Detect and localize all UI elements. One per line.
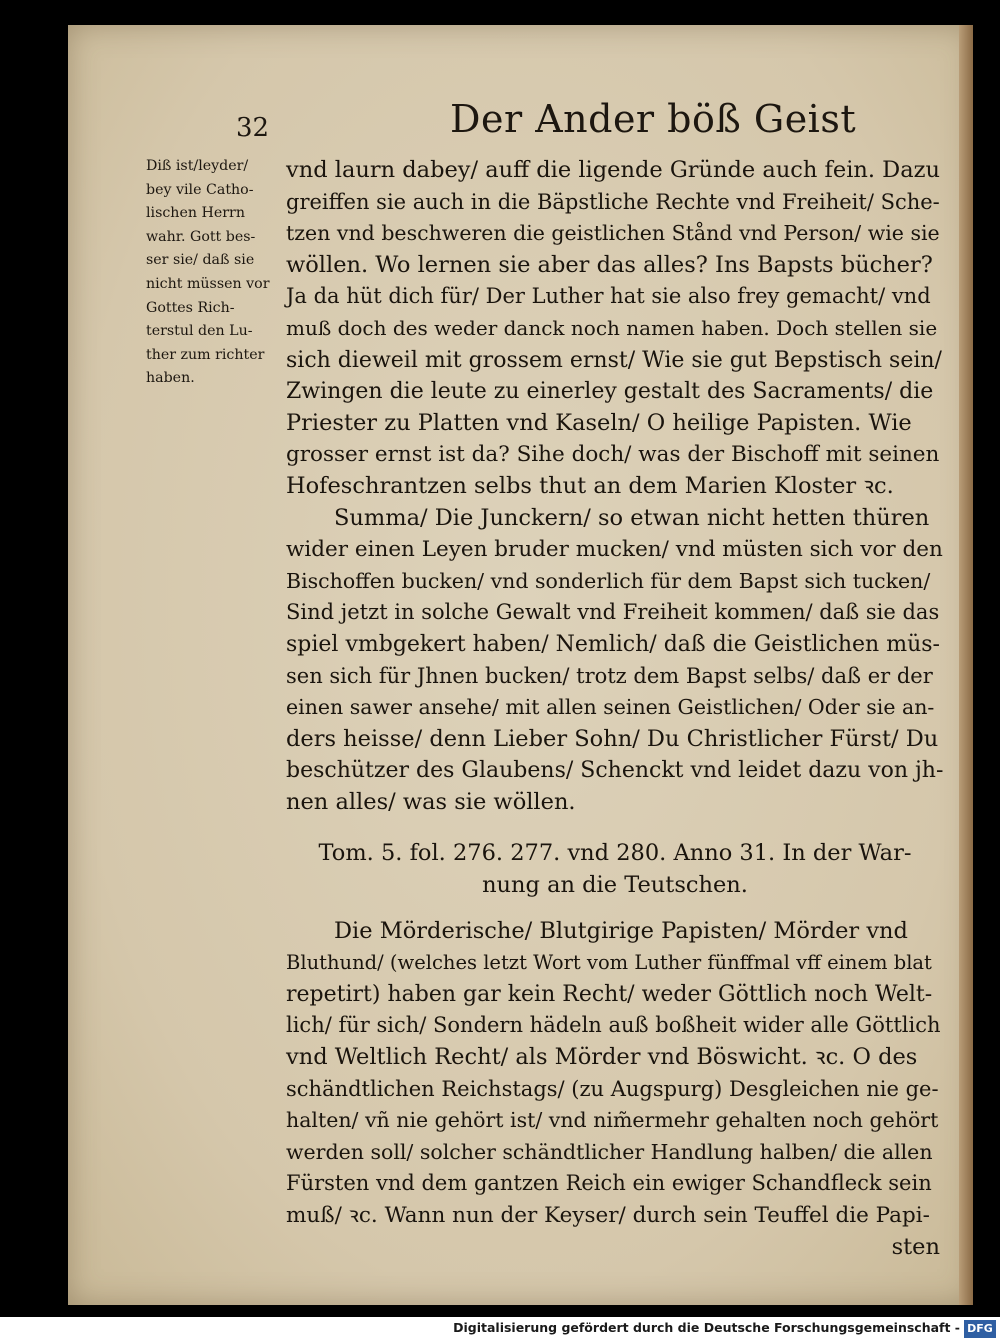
page-spine-edge <box>959 25 973 1305</box>
margin-note-line: ser sie/ daß sie <box>146 252 255 269</box>
paragraph-1 <box>286 155 944 503</box>
citation-heading: nung an die Teutschen. <box>482 872 748 899</box>
text-line: sich dieweil mit grossem ernst/ Wie sie gut Bepstisch sein/ <box>286 347 942 373</box>
paragraph-3 <box>286 916 944 1264</box>
text-line: Ja da hüt dich für/ Der Luther hat sie also frey gemacht/ vnd <box>286 284 931 309</box>
text-line: werden soll/ solcher schändtlicher Handlung halben/ die allen <box>286 1139 933 1164</box>
text-line: muß/ ꝛc. Wann nun der Keyser/ durch sein Teuffel die Papi- <box>286 1203 930 1228</box>
margin-note-line: ther zum richter <box>146 346 265 363</box>
text-line: Bluthund/ (welches letzt Wort vom Luther fünffmal vff einem blat <box>286 951 932 975</box>
margin-note-line: wahr. Gott bes- <box>146 228 256 245</box>
main-text <box>286 155 944 1263</box>
text-line: Sind jetzt in solche Gewalt vnd Freiheit kommen/ daß sie das <box>286 600 940 625</box>
text-line: vnd laurn dabey/ auff die ligende Gründe auch fein. Dazu <box>286 157 940 183</box>
text-line: tzen vnd beschweren die geistlichen Stånd vnd Person/ wie sie <box>286 221 940 246</box>
text-line: spiel vmbgekert haben/ Nemlich/ daß die Geistlichen müs- <box>286 631 940 657</box>
text-line: grosser ernst ist da? Sihe doch/ was der Bischoff mit seinen <box>286 442 940 468</box>
margin-note-line: lischen Herrn <box>146 205 245 222</box>
text-line: einen sawer ansehe/ mit allen seinen Geistlichen/ Oder sie an- <box>286 695 935 720</box>
text-line: schändtlichen Reichstags/ (zu Augspurg) Desgleichen nie ge- <box>286 1076 939 1101</box>
text-line: Hofeschrantzen selbs thut an dem Marien Kloster ꝛc. <box>286 472 894 499</box>
text-line: Bischoffen bucken/ vnd sonderlich für dem Bapst sich tucken/ <box>286 568 931 593</box>
text-line: wider einen Leyen bruder mucken/ vnd müsten sich vor den <box>286 537 943 563</box>
text-line: Zwingen die leute zu einerley gestalt des Sacraments/ die <box>286 379 934 405</box>
text-line: Priester zu Platten vnd Kaseln/ O heilige Papisten. Wie <box>286 409 912 436</box>
text-line: lich/ für sich/ Sondern hädeln auß boßheit wider alle Göttlich <box>286 1013 941 1038</box>
book-page <box>68 25 973 1305</box>
text-line: Die Mörderische/ Blutgirige Papisten/ Mörder vnd <box>334 917 908 944</box>
margin-note <box>146 155 276 391</box>
catchword: sten <box>891 1233 940 1260</box>
text-line: repetirt) haben gar kein Recht/ weder Göttlich noch Welt- <box>286 981 933 1007</box>
margin-note-line: bey vile Catho- <box>146 181 254 198</box>
page-header <box>68 95 973 145</box>
text-line: greiffen sie auch in die Bäpstliche Rechte vnd Freiheit/ Sche- <box>286 189 940 214</box>
text-line: wöllen. Wo lernen sie aber das alles? Ins Bapsts bücher? <box>286 251 933 278</box>
margin-note-line: terstul den Lu- <box>146 323 253 340</box>
margin-note-line: Gottes Rich- <box>146 299 235 316</box>
text-line: beschützer des Glaubens/ Schenckt vnd leidet dazu von jh- <box>286 758 944 784</box>
text-line: halten/ vñ nie gehört ist/ vnd nim̃ermehr gehalten noch gehört <box>286 1108 939 1133</box>
dfg-logo-icon: DFG <box>964 1320 996 1338</box>
margin-note-line: nicht müssen vor <box>146 275 270 292</box>
text-line: Fürsten vnd dem gantzen Reich ein ewiger Schandfleck sein <box>286 1171 932 1196</box>
text-line: muß doch des weder danck noch namen haben. Doch stellen sie <box>286 315 938 340</box>
digitization-footer <box>0 1317 1000 1341</box>
text-line: Summa/ Die Junckern/ so etwan nicht hetten thüren <box>334 504 930 531</box>
citation-heading: Tom. 5. fol. 276. 277. vnd 280. Anno 31. In der War- <box>318 840 912 867</box>
paragraph-2 <box>286 503 944 819</box>
text-line: ders heisse/ denn Lieber Sohn/ Du Christlicher Fürst/ Du <box>286 725 939 752</box>
margin-note-line: Diß ist/leyder/ <box>146 158 249 174</box>
margin-note-line: haben. <box>146 370 195 387</box>
text-line: vnd Weltlich Recht/ als Mörder vnd Böswicht. ꝛc. O des <box>286 1044 918 1071</box>
text-line: nen alles/ was sie wöllen. <box>286 788 576 815</box>
text-line: sen sich für Jhnen bucken/ trotz dem Bapst selbs/ daß er der <box>286 663 933 688</box>
footer-credit: Digitalisierung gefördert durch die Deutsche Forschungsgemeinschaft - <box>453 1320 960 1335</box>
page-number: 32 <box>236 113 270 143</box>
running-title: Der Ander böß Geist <box>450 97 857 141</box>
